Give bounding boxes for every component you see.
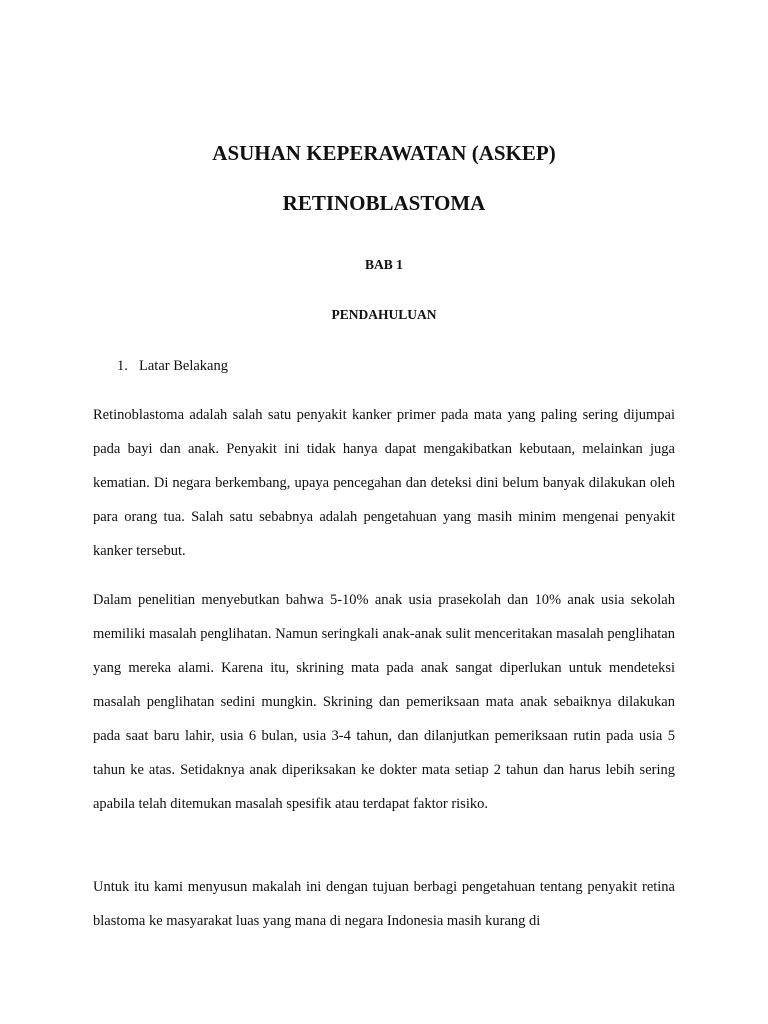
chapter-title: PENDAHULUAN: [331, 307, 437, 322]
paragraph-1: Retinoblastoma adalah salah satu penyakit kanker primer pada mata yang paling sering dijumpai pada bayi dan anak. Penyakit ini tidak hanya dapat mengakibatkan kebutaan, melainkan juga kematian. Di negara berkembang, upaya pencegahan dan deteksi dini belum banyak dilakukan oleh para orang tua. Salah satu sebabnya adalah pengetahuan yang masih minim mengenai penyakit kanker tersebut.: [93, 407, 675, 559]
section-heading: [117, 357, 228, 375]
document-title: ASUHAN KEPERAWATAN (ASKEP): [212, 141, 556, 165]
paragraph-3: Untuk itu kami menyusun makalah ini dengan tujuan berbagi pengetahuan tentang penyakit retina blastoma ke masyarakat luas yang mana di negara Indonesia masih kurang di: [93, 879, 675, 929]
paragraph-2: Dalam penelitian menyebutkan bahwa 5-10% anak usia prasekolah dan 10% anak usia sekolah memiliki masalah penglihatan. Namun seringkali anak-anak sulit menceritakan masalah penglihatan yang mereka alami. Karena itu, skrining mata pada anak sangat diperlukan untuk mendeteksi masalah penglihatan sedini mungkin. Skrining dan pemeriksaan mata anak sebaiknya dilakukan pada saat baru lahir, usia 6 bulan, usia 3-4 tahun, dan dilanjutkan pemeriksaan rutin pada usia 5 tahun ke atas. Setidaknya anak diperiksakan ke dokter mata setiap 2 tahun dan harus lebih sering apabila telah ditemukan masalah spesifik atau terdapat faktor risiko.: [93, 592, 675, 812]
document-subtitle: RETINOBLASTOMA: [282, 191, 486, 215]
section-number: 1.: [117, 358, 128, 374]
chapter-label: BAB 1: [365, 257, 403, 272]
section-label: Latar Belakang: [139, 358, 228, 374]
